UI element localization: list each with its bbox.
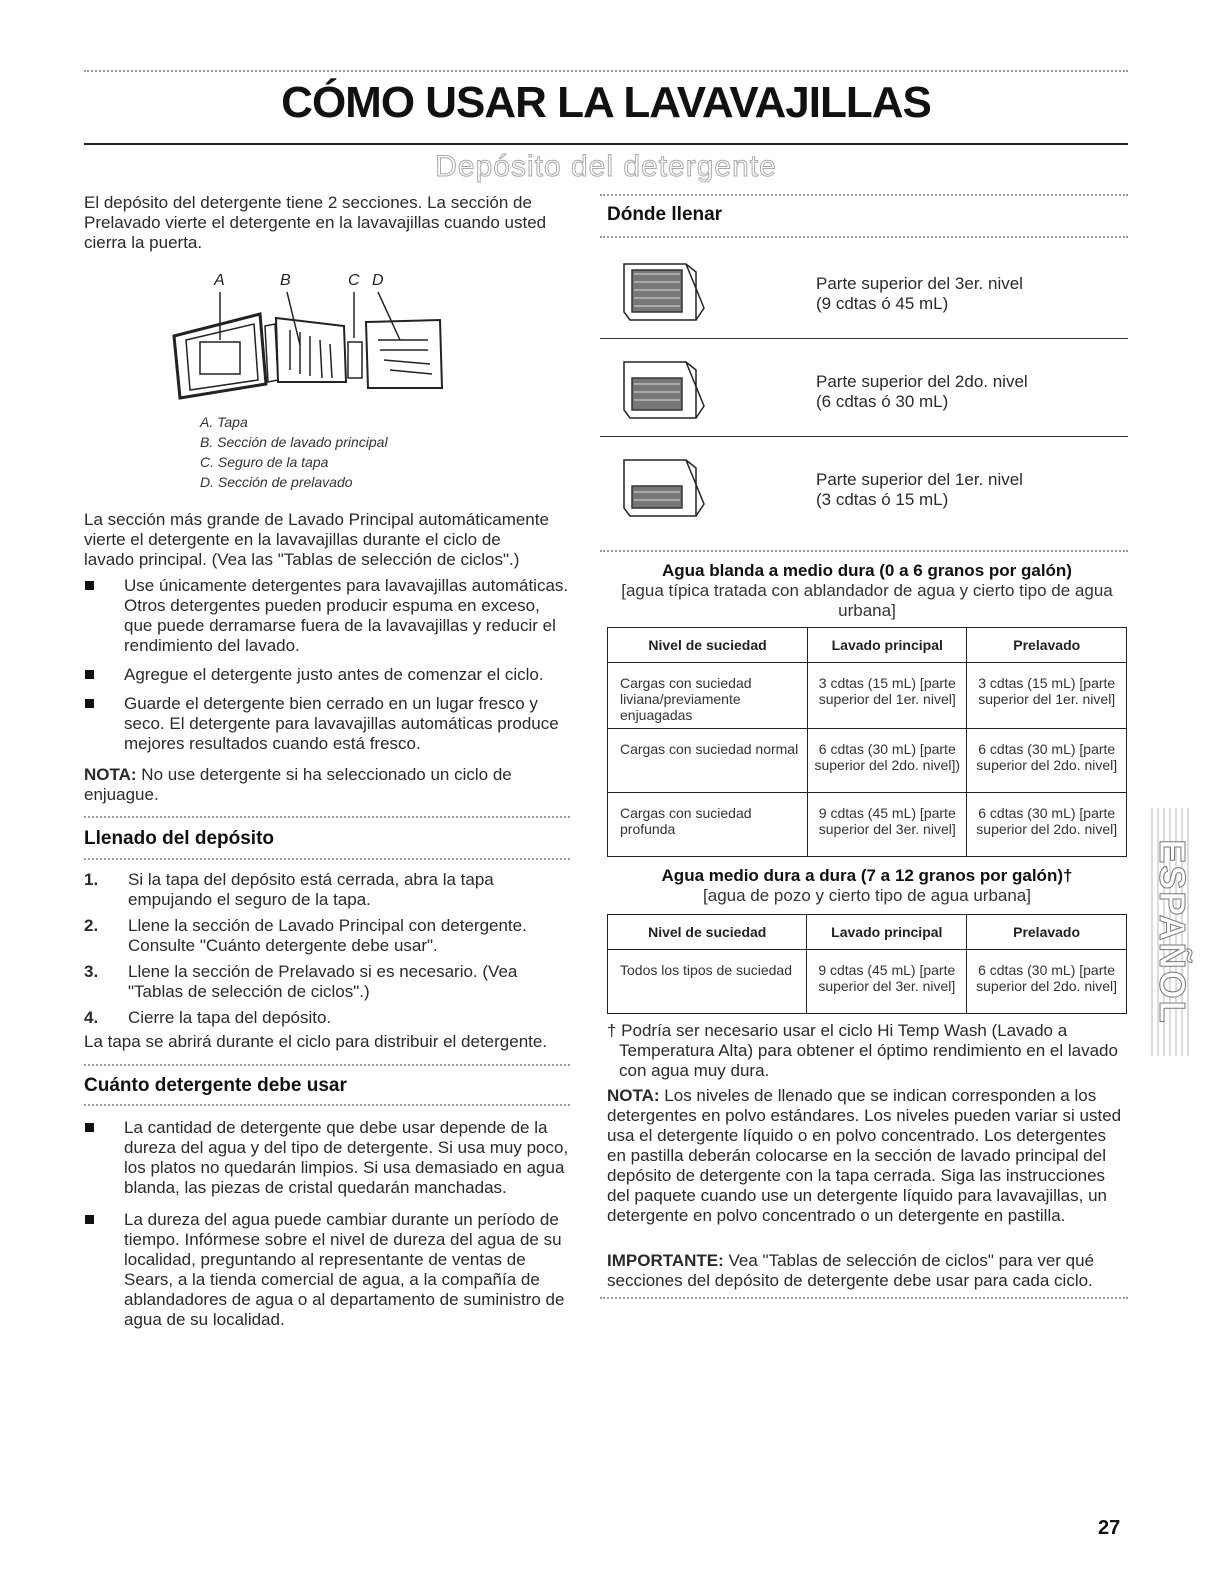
page-number: 27 [1098,1517,1121,1539]
title-rule [84,143,1128,145]
dispenser-drawing [160,270,480,405]
section-title: Depósito del detergente [435,150,777,183]
diagram-label-d: D [372,272,384,289]
dispenser-diagram [160,270,480,405]
soft-water-subheading: [agua típica tratada con ablandador de agua y cierto tipo de agua urbana] [621,581,1113,620]
fill-level-3-line1: Parte superior del 3er. nivel [816,274,1023,293]
diagram-label-a: A [214,272,225,289]
table-header-row [608,915,1127,950]
fill-heading-top-rule [84,816,570,818]
cell-level: Cargas con suciedad profunda [608,793,808,857]
hard-water-table [607,914,1127,1014]
language-side-tab [1150,808,1194,1056]
list-item: Use únicamente detergentes para lavavajillas automáticas. Otros detergentes pueden producir espuma en exceso, que puede derramarse fuera de la lavavajillas y reducir el rendimiento del lavado. [80,576,570,656]
where-heading: Dónde llenar [607,204,723,225]
soft-water-heading: Agua blanda a medio dura (0 a 6 granos por galón) [662,561,1072,580]
table-row [608,950,1127,1014]
step-number: 1. [84,870,99,889]
fill-heading: Llenado del depósito [84,828,275,849]
list-item [84,1008,574,1028]
fill-level-2-line2: (6 cdtas ó 30 mL) [816,392,949,411]
diagram-label-b: B [280,272,291,289]
list-item: Agregue el detergente justo antes de comenzar el ciclo. [80,665,570,685]
col-header-main: Lavado principal [807,915,967,950]
step-number: 3. [84,962,99,981]
step-text: Llene la sección de Lavado Principal con detergente. Consulte "Cuánto detergente debe usar". [128,916,527,955]
soft-water-header [600,561,1134,621]
list-item: La cantidad de detergente que debe usar depende de la dureza del agua y del tipo de detergente. Si usa muy poco, los platos no quedarán limpios. Si usa demasiado en agua blanda, las piezas de cristal quedarán manchadas. [80,1118,570,1198]
cell-pre: 6 cdtas (30 mL) [parte superior del 2do. nivel] [967,729,1127,793]
right-nota [607,1086,1129,1226]
page-title: CÓMO USAR LA LAVAVAJILLAS [281,78,931,127]
nota-text: No use detergente si ha seleccionado un ciclo de enjuague. [84,765,512,804]
fill-level-1-line1: Parte superior del 1er. nivel [816,470,1023,489]
where-heading-bottom-rule [600,236,1128,238]
diagram-label-c: C [348,272,360,289]
step-text: Llene la sección de Prelavado si es necesario. (Vea "Tablas de selección de ciclos".) [128,962,518,1001]
col-header-pre: Prelavado [967,628,1127,663]
importante-note [607,1251,1129,1291]
nota-label: NOTA: [607,1086,660,1105]
fill-row-divider [600,338,1128,339]
legend-item-c: C. Seguro de la tapa [200,454,329,470]
fill-row-divider [600,436,1128,437]
cell-main: 9 cdtas (45 mL) [parte superior del 3er. nivel] [808,793,967,857]
nota-text: Los niveles de llenado que se indican corresponden a los detergentes en polvo estándares. Los niveles pueden variar si usted usa el detergente líquido o en polvo concentrado. Los detergentes en pastilla deberán colocarse en la sección de lavado principal del depósito de detergente con la tapa cerrada. Siga las instrucciones del paquete cuando use un detergente líquido para lavavajillas, un detergente en polvo concentrado o un detergente en pastilla. [607,1086,1122,1225]
step-number: 4. [84,1008,99,1027]
col-header-pre: Prelavado [967,915,1127,950]
cell-level: Cargas con suciedad normal [608,729,808,793]
table-row [608,729,1127,793]
legend-item-b: B. Sección de lavado principal [200,434,388,450]
amount-heading-top-rule [84,1064,570,1066]
fill-level-3 [608,256,1128,336]
cup-level-1-icon [620,452,710,522]
list-item: Guarde el detergente bien cerrado en un lugar fresco y seco. El detergente para lavavajillas automáticas produce mejores resultados cuando está fresco. [80,694,570,754]
hard-water-subheading: [agua de pozo y cierto tipo de agua urbana] [703,886,1031,905]
cup-level-3-icon [620,256,710,326]
cell-level: Todos los tipos de suciedad [608,950,807,1014]
fill-steps-list [84,870,574,1034]
after-steps-text: La tapa se abrirá durante el ciclo para distribuir el detergente. [84,1032,548,1051]
table-row [608,663,1127,729]
legend-item-a: A. Tapa [200,414,248,430]
cup-level-2-icon [620,354,710,424]
bottom-dotted-rule [600,1297,1128,1299]
diagram-legend [200,412,388,492]
amount-heading: Cuánto detergente debe usar [84,1075,347,1096]
step-text: Cierre la tapa del depósito. [128,1008,332,1027]
hard-water-heading: Agua medio dura a dura (7 a 12 granos por galón)† [661,866,1073,885]
col-header-level: Nivel de suciedad [608,915,807,950]
intro-paragraph: El depósito del detergente tiene 2 secciones. La sección de Prelavado vierte el detergente en la lavavajillas cuando usted cierra la puerta. [84,193,547,252]
table-header-row [608,628,1127,663]
amount-list [80,1118,570,1339]
soft-water-table [607,627,1127,857]
left-nota [84,765,554,805]
list-item [84,916,574,956]
cell-pre: 6 cdtas (30 mL) [parte superior del 2do. nivel] [967,950,1127,1014]
top-dotted-rule [84,70,1128,72]
footnote: † Podría ser necesario usar el ciclo Hi Temp Wash (Lavado a Temperatura Alta) para obtener el óptimo rendimiento en el lavado con agua muy dura. [607,1021,1118,1080]
col-header-level: Nivel de suciedad [608,628,808,663]
fill-level-2-line1: Parte superior del 2do. nivel [816,372,1028,391]
nota-label: NOTA: [84,765,137,784]
fill-heading-bottom-rule [84,858,570,860]
cell-pre: 6 cdtas (30 mL) [parte superior del 2do. nivel] [967,793,1127,857]
side-tab-label: ESPAÑOL [1152,839,1193,1025]
list-item: La dureza del agua puede cambiar durante un período de tiempo. Infórmese sobre el nivel de dureza del agua de su localidad, preguntando al representante de ventas de Sears, a la tienda comercial de agua, a la compañía de ablandadores de agua o al departamento de suministro de agua de su localidad. [80,1210,570,1330]
cell-level: Cargas con suciedad liviana/previamente enjuagadas [608,663,808,729]
fill-level-2 [608,354,1128,434]
importante-label: IMPORTANTE: [607,1251,724,1270]
cell-pre: 3 cdtas (15 mL) [parte superior del 1er. nivel] [967,663,1127,729]
fill-level-1 [608,452,1128,532]
step-number: 2. [84,916,99,935]
fill-level-3-line2: (9 cdtas ó 45 mL) [816,294,949,313]
cell-main: 3 cdtas (15 mL) [parte superior del 1er. nivel] [808,663,967,729]
where-heading-top-rule [600,194,1128,196]
cell-main: 9 cdtas (45 mL) [parte superior del 3er. nivel] [807,950,967,1014]
detergent-tips-list [80,576,570,763]
legend-item-d: D. Sección de prelavado [200,474,353,490]
col-header-main: Lavado principal [808,628,967,663]
list-item [84,962,574,1002]
amount-heading-bottom-rule [84,1104,570,1106]
main-wash-paragraph: La sección más grande de Lavado Principal automáticamente vierte el detergente en la lavavajillas durante el ciclo de lavado principal. (Vea las "Tablas de selección de ciclos".) [84,510,549,569]
importante-text: Vea "Tablas de selección de ciclos" para ver qué secciones del depósito de detergente debe usar para cada ciclo. [607,1251,1095,1290]
list-item [84,870,574,910]
hard-water-header [600,866,1134,906]
table-row [608,793,1127,857]
fill-level-1-line2: (3 cdtas ó 15 mL) [816,490,949,509]
cell-main: 6 cdtas (30 mL) [parte superior del 2do. nivel]) [808,729,967,793]
step-text: Si la tapa del depósito está cerrada, abra la tapa empujando el seguro de la tapa. [128,870,494,909]
soft-water-top-rule [600,550,1128,552]
